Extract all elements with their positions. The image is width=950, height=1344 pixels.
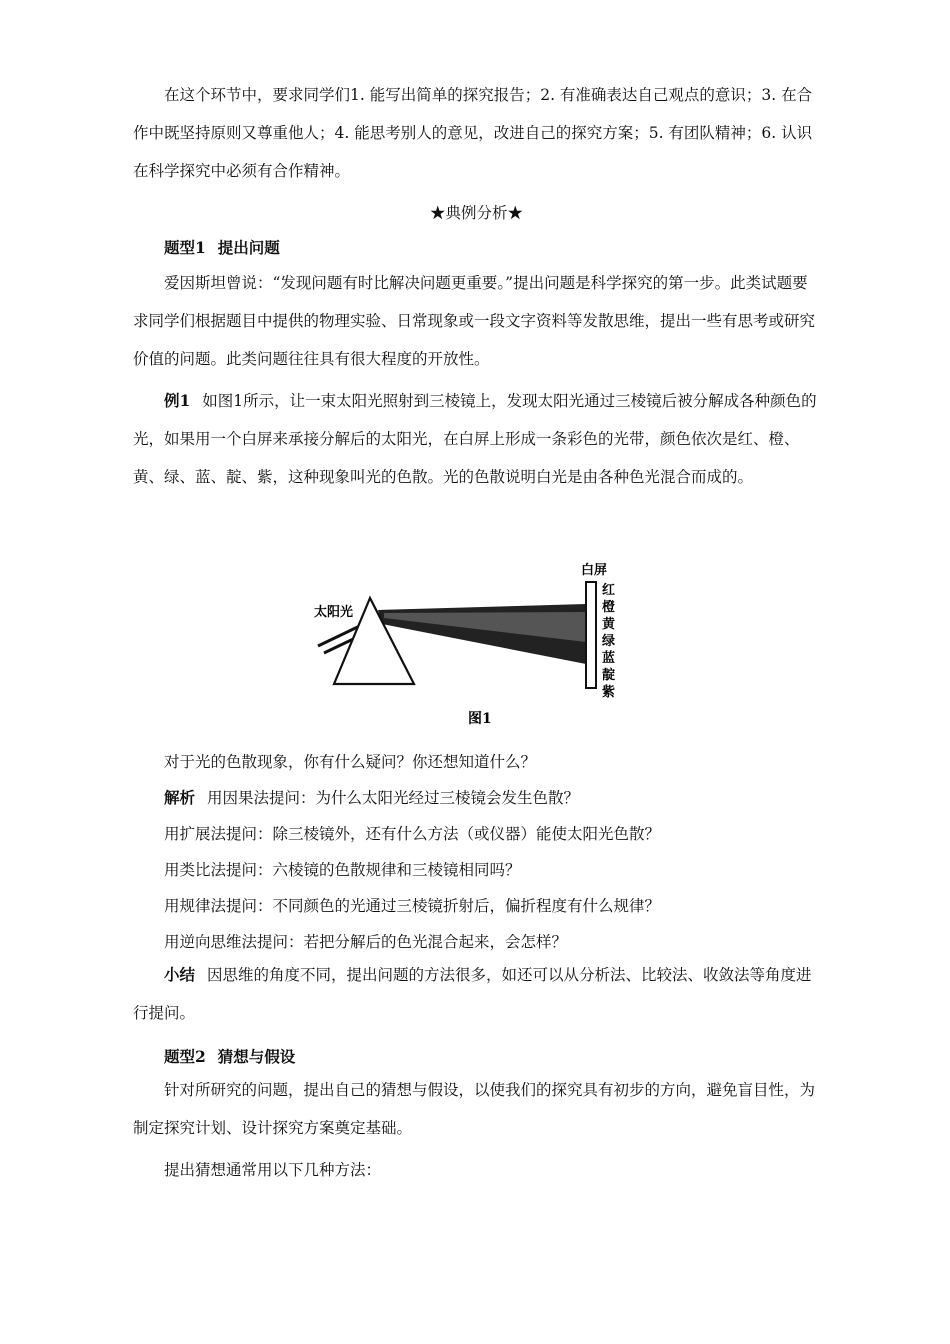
white-screen [586,582,596,688]
analysis-line-5: 用逆向思维法提问：若把分解后的色光混合起来，会怎样？ [164,933,568,951]
type1-title: 提出问题 [217,238,280,257]
figure-caption: 图1 [468,711,492,727]
type2-title: 猜想与假设 [217,1047,296,1066]
prism-diagram [310,556,640,731]
example1-label: 例1 [164,391,191,410]
summary-text: 因思维的角度不同，提出问题的方法很多，如还可以从分析法、比较法、收敛法等角度进行提问。 [133,966,812,1022]
intro-paragraph: 在这个环节中，要求同学们1. 能写出简单的探究报告；2. 有准确表达自己观点的意识；3. 在合作中既坚持原则又尊重他人；4. 能思考别人的意见，改进自己的探究方案；5. 有团队精神；6. 认识在科学探究中必须有合作精神。 [133,86,813,180]
section-heading: ★典例分析★ [429,204,523,222]
color-label-violet: 紫 [602,685,616,700]
analysis-line-2: 用扩展法提问：除三棱镜外，还有什么方法（或仪器）能使太阳光色散？ [164,825,661,843]
color-label-red: 红 [602,583,616,598]
type2-heading [164,1045,295,1067]
type2-label: 题型2 [164,1047,206,1066]
analysis-text-1: 用因果法提问：为什么太阳光经过三棱镜会发生色散？ [207,789,580,807]
analysis-line-1 [164,786,579,808]
type1-body: 爱因斯坦曾说：“发现问题有时比解决问题更重要。”提出问题是科学探究的第一步。此类试题要求同学们根据题目中提供的物理实验、日常现象或一段文字资料等发散思维，提出一些有思考或研究价值的问题。此类问题往往具有很大程度的开放性。 [133,274,816,368]
color-label-blue: 蓝 [602,651,616,666]
type1-label: 题型1 [164,238,206,257]
analysis-line-3: 用类比法提问：六棱镜的色散规律和三棱镜相同吗？ [164,861,521,879]
type2-body: 针对所研究的问题，提出自己的猜想与假设，以使我们的探究具有初步的方向，避免盲目性，为制定探究计划、设计探究方案奠定基础。 [133,1081,816,1137]
color-label-green: 绿 [602,634,616,649]
color-label-indigo: 靛 [602,668,616,683]
example1-paragraph [133,382,820,496]
analysis-line-4: 用规律法提问：不同颜色的光通过三棱镜折射后，偏折程度有什么规律？ [164,897,661,915]
example1-text: 如图1所示，让一束太阳光照射到三棱镜上，发现太阳光通过三棱镜后被分解成各种颜色的光，如果用一个白屏来承接分解后的太阳光，在白屏上形成一条彩色的光带，颜色依次是红、橙、黄、绿、蓝、靛、紫，这种现象叫光的色散。光的色散说明白光是由各种色光混合而成的。 [133,392,817,486]
summary-label: 小结 [164,965,196,984]
sunlight-label: 太阳光 [314,605,354,620]
screen-label: 白屏 [581,563,608,578]
color-label-orange: 橙 [602,600,616,615]
analysis-label: 解析 [164,788,196,807]
color-labels [602,582,616,700]
methods-intro: 提出猜想通常用以下几种方法： [164,1161,382,1179]
type1-heading [164,236,280,258]
prism-figure [310,556,640,735]
question-line: 对于光的色散现象，你有什么疑问？你还想知道什么？ [164,753,537,771]
summary-paragraph [133,956,820,1032]
color-label-yellow: 黄 [602,617,616,632]
